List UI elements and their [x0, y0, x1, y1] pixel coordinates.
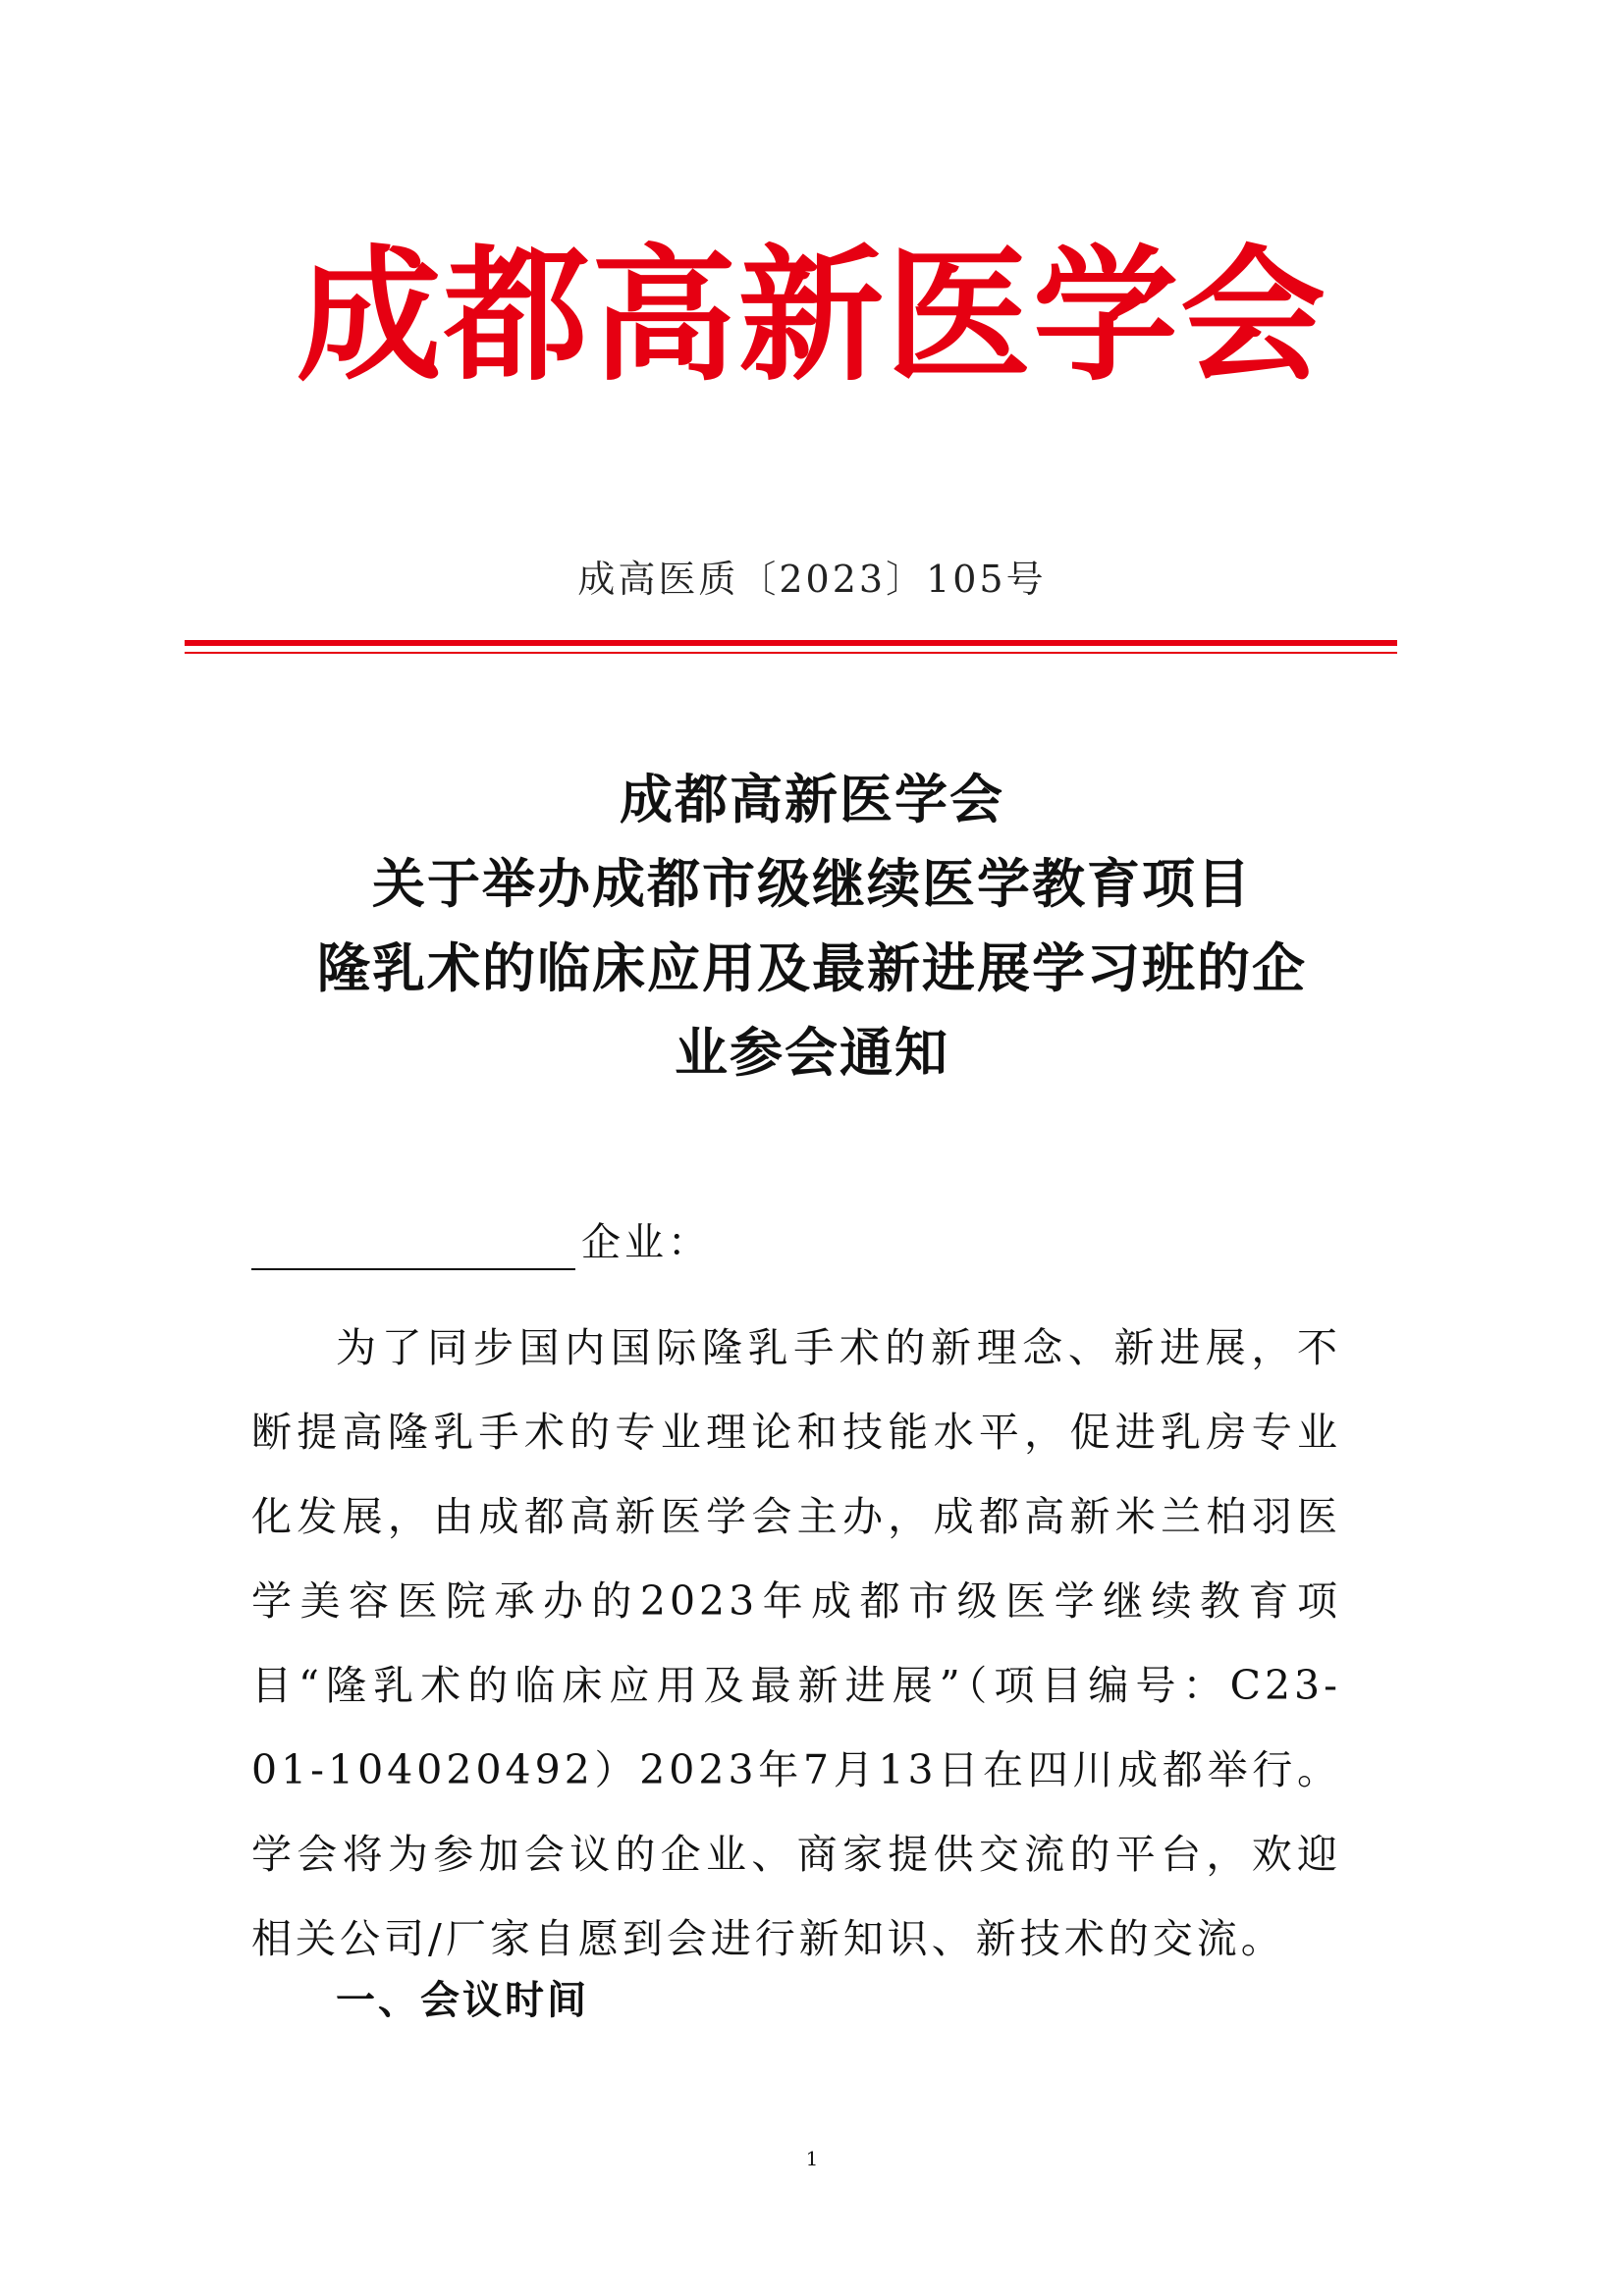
header-red-rule: [185, 640, 1397, 646]
title-line-1: 成都高新医学会: [620, 769, 1004, 830]
page-number: 1: [805, 2147, 819, 2170]
salutation: [251, 1215, 711, 1270]
company-name-blank: [251, 1231, 575, 1270]
title-line-4: 业参会通知: [675, 1022, 949, 1084]
body-paragraph: 为了同步国内国际隆乳手术的新理念、新进展，不断提高隆乳手术的专业理论和技能水平，促进乳房专业化发展，由成都高新医学会主办，成都高新米兰柏羽医学美容医院承办的2023年成都市级医学继续教育项目“隆乳术的临床应用及最新进展”（项目编号：C23-01-104020492）2023年7月13日在四川成都举行。学会将为参加会议的企业、商家提供交流的平台，欢迎相关公司/厂家自愿到会进行新知识、新技术的交流。: [251, 1324, 1341, 1962]
organization-header: 成都高新医学会: [297, 232, 1327, 400]
salutation-suffix: 企业：: [581, 1220, 711, 1265]
title-line-3: 隆乳术的临床应用及最新进展学习班的企: [317, 937, 1307, 999]
section-heading-meeting-time: 一、会议时间: [336, 1978, 589, 2023]
header-red-rule-thin: [185, 652, 1397, 654]
document-number: 成高医质〔2023〕105号: [577, 558, 1047, 601]
title-line-2: 关于举办成都市级继续医学教育项目: [372, 853, 1252, 915]
